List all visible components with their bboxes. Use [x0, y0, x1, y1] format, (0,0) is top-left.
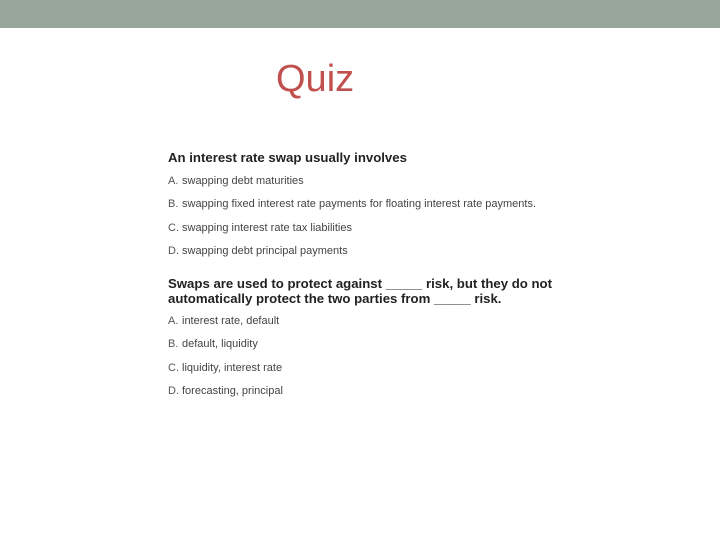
option-a: [168, 174, 568, 197]
option-text: default, liquidity: [182, 338, 258, 351]
option-text: interest rate, default: [182, 315, 280, 328]
option-text: swapping debt principal payments: [182, 244, 348, 257]
quiz-content: [168, 150, 568, 407]
option-d: [168, 384, 568, 407]
option-a: [168, 314, 568, 337]
option-letter: D.: [168, 244, 179, 257]
question-2-options: [168, 314, 568, 407]
option-letter: A.: [168, 175, 179, 187]
option-letter: C.: [168, 361, 179, 374]
option-letter: A.: [168, 315, 179, 328]
option-text: swapping debt maturities: [182, 175, 304, 187]
option-letter: B.: [168, 198, 179, 211]
question-1: [168, 150, 568, 267]
option-text: liquidity, interest rate: [182, 361, 283, 374]
question-2: [168, 276, 568, 407]
option-text: swapping fixed interest rate payments for floating interest rate payments.: [182, 198, 537, 211]
page-title: Quiz: [276, 58, 355, 100]
question-1-text: An interest rate swap usually involves: [168, 150, 407, 165]
option-letter: B.: [168, 338, 179, 351]
option-c: [168, 361, 568, 384]
option-letter: C.: [168, 221, 179, 234]
option-text: swapping interest rate tax liabilities: [182, 221, 352, 234]
option-b: [168, 197, 568, 220]
question-2-text: Swaps are used to protect against _____ risk, but they do not automatically protect the two parties from _____ risk.: [168, 276, 553, 307]
option-d: [168, 244, 568, 267]
option-letter: D.: [168, 385, 179, 398]
option-c: [168, 221, 568, 244]
option-b: [168, 337, 568, 360]
option-text: forecasting, principal: [182, 385, 283, 398]
top-banner: [0, 0, 720, 28]
question-1-options: [168, 174, 568, 267]
